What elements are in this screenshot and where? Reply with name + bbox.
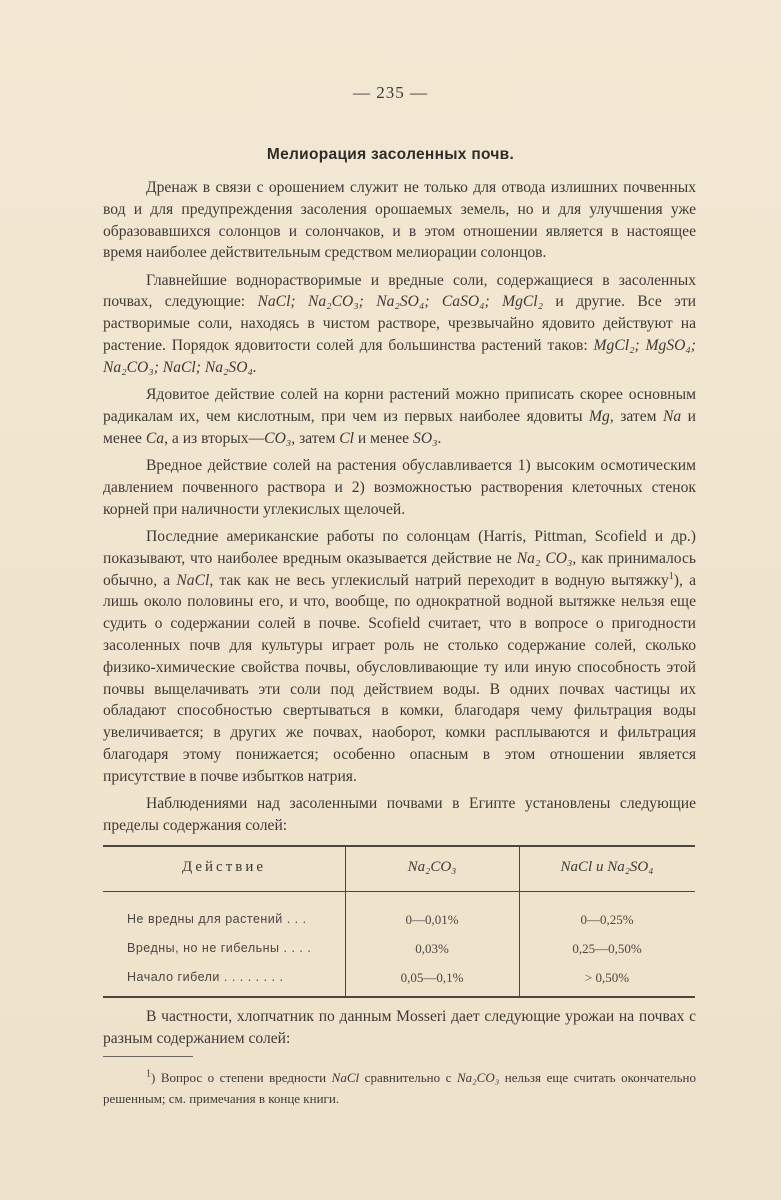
paragraph-2: Главнейшие воднорастворимые и вредные соли, содержащиеся в засоленных почвах, следующие: NaCl; Na₂CO₃; Na₂SO₄; CaSO₄; MgCl₂ и другие. Все эти растворимые соли, находясь в чистом растворе, чрезвычайно ядовито действуют на растение. Порядок ядовитости солей для большинства растений таков: MgCl₂; MgSO₄; Na₂CO₃; NaCl; Na₂SO₄. <box>103 271 696 376</box>
table-cell: 0,25—0,50% <box>572 941 642 956</box>
footnote-rule <box>103 1056 193 1057</box>
footnote-ref[interactable]: 1 <box>668 570 674 582</box>
table-header-nacl-na2so4: NaCl и Na₂SO₄ <box>560 859 654 875</box>
salt-limits-table <box>103 845 695 998</box>
table-header-rule <box>103 891 695 892</box>
salts-list-1: NaCl; Na₂CO₃; Na₂SO₄; CaSO₄; MgCl₂ <box>257 293 544 311</box>
salts-list-2: MgCl₂; MgSO₄; Na₂CO₃; NaCl; Na₂SO₄. <box>103 337 696 376</box>
section-title: Мелиорация засоленных почв. <box>266 146 515 163</box>
after-table-text <box>103 1006 696 1050</box>
footnote-marker: 1 <box>146 1068 151 1080</box>
page-number: — 235 — <box>353 83 428 102</box>
table-cell: 0—0,01% <box>405 912 459 927</box>
table-cell: 0,05—0,1% <box>400 970 464 985</box>
footnote: $^1$) Вопрос о степени вредности NaCl сравнительно с Na₂CO₃ нельзя еще считать окончательно решенным; см. примечания в конце книги. <box>103 1068 697 1106</box>
table-row-label: Начало гибели . . . . . . . . <box>127 970 284 984</box>
table-row-label: Не вредны для растений . . . <box>127 912 307 926</box>
table-header-na2co3: Na₂CO₃ <box>407 859 457 875</box>
table-row-label: Вредны, но не гибельны . . . . <box>127 941 312 955</box>
main-text <box>103 177 696 837</box>
paragraph-1: Дренаж в связи с орошением служит не только для отвода излишних почвенных вод и для предупреждения засоления орошаемых земель, но и для улучшения уже образовавшихся солонцов и солончаков, и в этом отношении является в настоящее время наиболее действительным средством мелиорации солонцов. <box>103 179 696 262</box>
paragraph-3: Ядовитое действие солей на корни растений можно приписать скорее основным радикалам их, чем кислотным, при чем из первых наиболее ядовиты Mg, затем Na и менее Ca, а из вторых—CO₃, затем Cl и менее SO₃. <box>103 386 696 447</box>
table-cell: > 0,50% <box>584 970 630 985</box>
table-cell: 0—0,25% <box>580 912 634 927</box>
table-header-action: Действие <box>181 859 267 875</box>
paragraph-7: В частности, хлопчатник по данным Mosseri дает следующие урожаи на почвах с разным содержанием солей: <box>103 1008 696 1047</box>
paragraph-6: Наблюдениями над засоленными почвами в Египте установлены следующие пределы содержания солей: <box>103 795 696 834</box>
paragraph-5: Последние американские работы по солонцам (Harris, Pittman, Scofield и др.) показывают, что наиболее вредным оказывается действие не Na₂ CO₃, как принималось обычно, а NaCl, так как не весь углекислый натрий переходит в водную вытяжку$^1$), а лишь около половины его, и что, вообще, по однократной водной вытяжке нельзя еще судить о содержании солей в почве. Scofield считает, что в вопросе о пригодности засоленных почв для культуры играет роль не столько содержание солей, сколько физико-химические свойства почвы, обусловливающие ту или иную способность этой почвы выщелачивать эти соли под действием воды. В одних почвах частицы их обладают способностью свертываться в комки, благодаря чему фильтрация воды увеличивается; в других же почвах, наоборот, комки расплываются и фильтрация благодаря этому понижается; особенно опасным в этом отношении является присутствие в почве избытков натрия. <box>103 527 697 785</box>
table-cell: 0,03% <box>415 941 449 956</box>
paragraph-4: Вредное действие солей на растения обуславливается 1) высоким осмотическим давлением почвенного раствора и 2) возможностью растворения клеточных стенок корней при наличности углекислых щелочей. <box>103 457 696 518</box>
